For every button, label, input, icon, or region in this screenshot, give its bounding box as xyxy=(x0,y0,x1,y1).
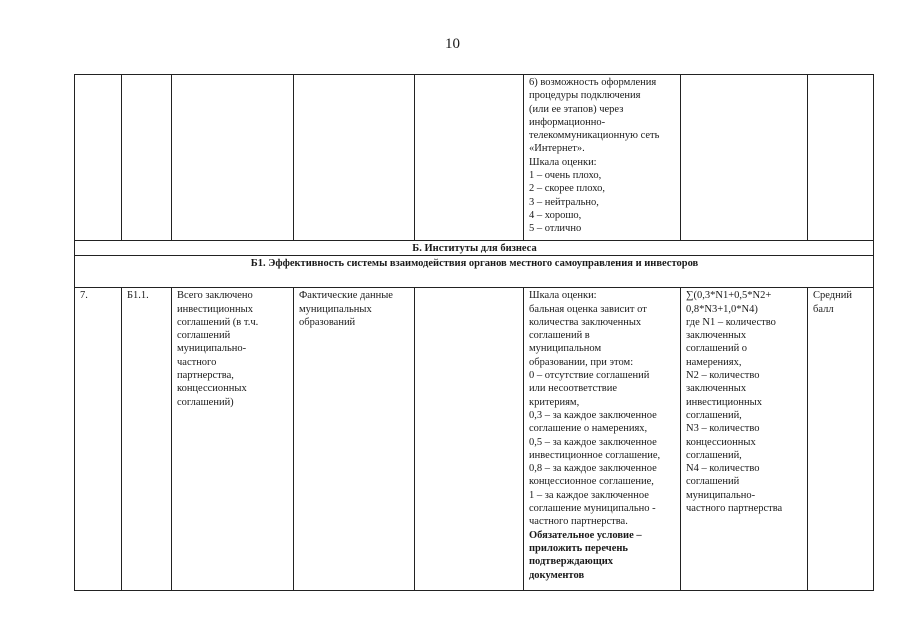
cell-unit-empty xyxy=(808,75,874,241)
row-code: Б1.1. xyxy=(122,288,172,591)
formula-cell xyxy=(681,288,808,591)
indicator-text: Всего заключено инвестиционных соглашений (в т.ч. соглашений муниципально- частного партнерства, концессионных соглашений) xyxy=(177,290,259,408)
empty-cell xyxy=(415,288,524,591)
section-heading-row xyxy=(75,241,874,256)
cell-indicator-empty xyxy=(172,75,294,241)
table-row-continuation xyxy=(75,75,874,241)
mandatory-note: Обязательное условие – приложить перечень подтверждающих документов xyxy=(529,529,642,581)
subsection-heading: Б1. Эффективность системы взаимодействия органов местного самоуправления и инвесторов xyxy=(75,256,874,288)
criteria-text: 6) возможность оформления процедуры подключения (или ее этапов) через информационно- телекоммуникационную сеть «Интернет». Шкала оценки: 1 – очень плохо, 2 – скорее плохо, 3 – нейтрально, 4 – хорошо, 5 – отлично xyxy=(529,77,660,235)
cell-empty xyxy=(415,75,524,241)
section-heading: Б. Институты для бизнеса xyxy=(75,241,874,256)
source-text: Фактические данные муниципальных образований xyxy=(299,290,393,328)
row-number: 7. xyxy=(75,288,122,591)
cell-code-empty xyxy=(122,75,172,241)
indicator-cell xyxy=(172,288,294,591)
source-cell xyxy=(294,288,415,591)
scale-cell xyxy=(524,288,681,591)
formula-text: ∑(0,3*N1+0,5*N2+ 0,8*N3+1,0*N4) где N1 – количество заключенных соглашений о намерениях, N2 – количество заключенных инвестиционных соглашений, N3 – количество концессионных соглашений, N4 – количество соглашений муниципально- частного партнерства xyxy=(686,290,783,515)
scale-text: Шкала оценки: бальная оценка зависит от количества заключенных соглашений в муниципальном образовании, при этом: 0 – отсутствие соглашений или несоответствие критериям, 0,3 – за каждое заключенное соглашение о намерениях, 0,5 – за каждое заключенное инвестиционное соглашение, 0,8 – за каждое заключенное концессионное соглашение, 1 – за каждое заключенное соглашение муниципально - частного партнерства. xyxy=(529,290,661,528)
unit-text: Средний балл xyxy=(813,290,852,315)
subsection-heading-row xyxy=(75,256,874,288)
unit-cell xyxy=(808,288,874,591)
criteria-table xyxy=(74,74,874,591)
cell-criteria xyxy=(524,75,681,241)
table-row-7 xyxy=(75,288,874,591)
cell-formula-empty xyxy=(681,75,808,241)
cell-source-empty xyxy=(294,75,415,241)
cell-number-empty xyxy=(75,75,122,241)
page-number: 10 xyxy=(445,36,460,52)
